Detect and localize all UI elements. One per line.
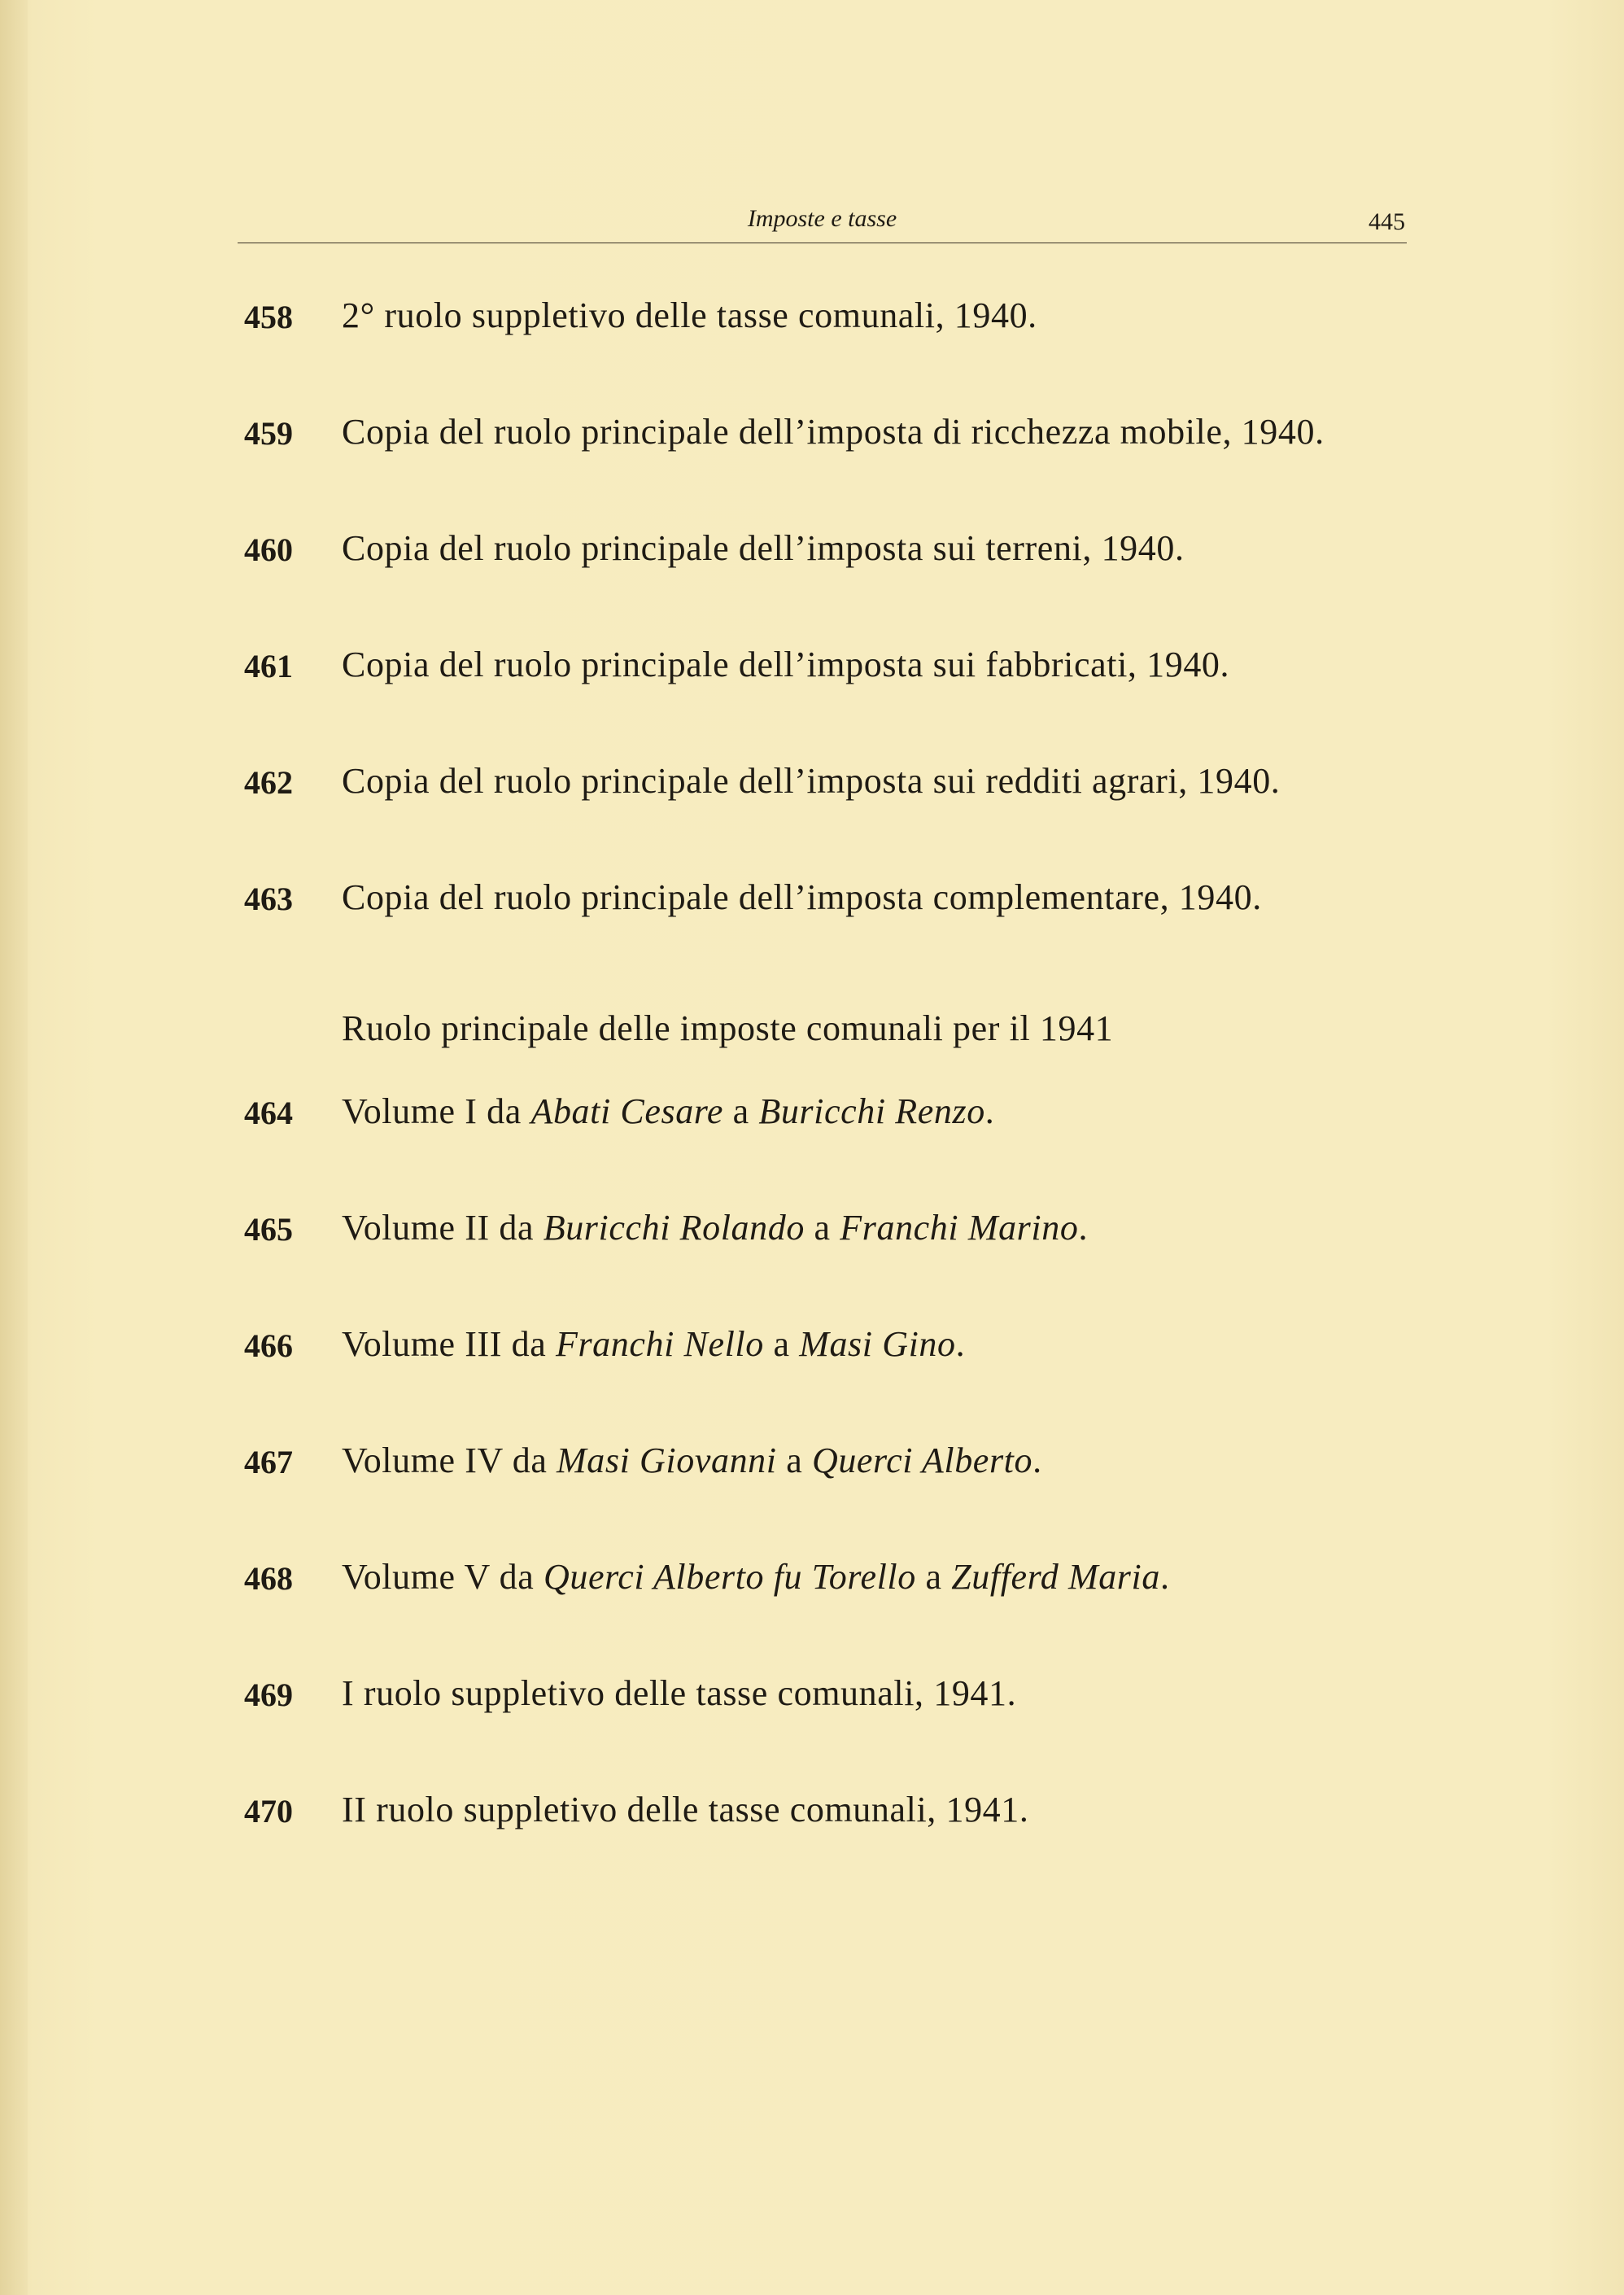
list-item: [0, 644, 1624, 693]
list-item: [0, 411, 1624, 460]
entry-text: Volume II da Buricchi Rolando a Franchi Marino.: [342, 1208, 1089, 1248]
entry-text: Copia del ruolo principale dell’imposta sui redditi agrari, 1940.: [342, 761, 1281, 801]
list-item: [0, 760, 1624, 809]
name-from: Masi Giovanni: [557, 1440, 777, 1480]
entry-number: 466: [244, 1327, 293, 1364]
name-from: Buricchi Rolando: [543, 1208, 805, 1248]
entry-text: 2° ruolo suppletivo delle tasse comunali, 1940.: [342, 295, 1037, 335]
entry-number: 464: [244, 1095, 293, 1131]
name-to: Franchi Marino: [840, 1208, 1079, 1248]
entry-text: Volume I da Abati Cesare a Buricchi Renzo.: [342, 1091, 995, 1131]
entry-number: 470: [244, 1793, 293, 1829]
running-header: [238, 202, 1407, 243]
entry-text: Copia del ruolo principale dell’imposta complementare, 1940.: [342, 877, 1262, 917]
list-item: [0, 876, 1624, 925]
list-item: [0, 1556, 1624, 1605]
name-from: Abati Cesare: [530, 1091, 724, 1131]
entry-number: 468: [244, 1560, 293, 1597]
list-item: [0, 1789, 1624, 1838]
entry-number: 459: [244, 415, 293, 452]
name-to: Querci Alberto: [811, 1440, 1033, 1480]
list-item: [0, 1323, 1624, 1372]
entry-number: 467: [244, 1444, 293, 1480]
entry-text: Volume III da Franchi Nello a Masi Gino.: [342, 1324, 966, 1364]
list-item: [0, 527, 1624, 576]
entry-number: 465: [244, 1211, 293, 1248]
name-to: Buricchi Renzo: [758, 1091, 985, 1131]
entry-text: II ruolo suppletivo delle tasse comunali, 1941.: [342, 1790, 1029, 1829]
entry-number: 462: [244, 764, 293, 801]
name-from: Franchi Nello: [555, 1324, 764, 1364]
entry-text: Copia del ruolo principale dell’imposta di ricchezza mobile, 1940.: [342, 412, 1325, 452]
list-item: [0, 1091, 1624, 1139]
page-number: 445: [1369, 208, 1405, 235]
entry-number: 463: [244, 881, 293, 917]
name-to: Masi Gino: [799, 1324, 956, 1364]
list-item: [0, 1672, 1624, 1721]
list-item: [0, 1207, 1624, 1256]
entry-number: 461: [244, 648, 293, 684]
entry-text: Volume IV da Masi Giovanni a Querci Alberto.: [342, 1440, 1042, 1480]
entry-text: Copia del ruolo principale dell’imposta sui fabbricati, 1940.: [342, 645, 1230, 684]
entry-text: Copia del ruolo principale dell’imposta sui terreni, 1940.: [342, 528, 1185, 568]
name-to: Zufferd Maria: [951, 1557, 1160, 1597]
binding-edge: [0, 0, 28, 2295]
entry-number: 458: [244, 299, 293, 335]
name-from: Querci Alberto fu Torello: [544, 1557, 916, 1597]
running-title: Imposte e tasse: [747, 205, 897, 232]
entry-number: 469: [244, 1676, 293, 1713]
section-heading: Ruolo principale delle imposte comunali per il 1941: [342, 1008, 1114, 1048]
entry-number: 460: [244, 531, 293, 568]
list-item: [0, 1440, 1624, 1488]
entry-text: I ruolo suppletivo delle tasse comunali, 1941.: [342, 1673, 1017, 1713]
entry-text: Volume V da Querci Alberto fu Torello a Zufferd Maria.: [342, 1557, 1170, 1597]
list-item: [0, 295, 1624, 343]
